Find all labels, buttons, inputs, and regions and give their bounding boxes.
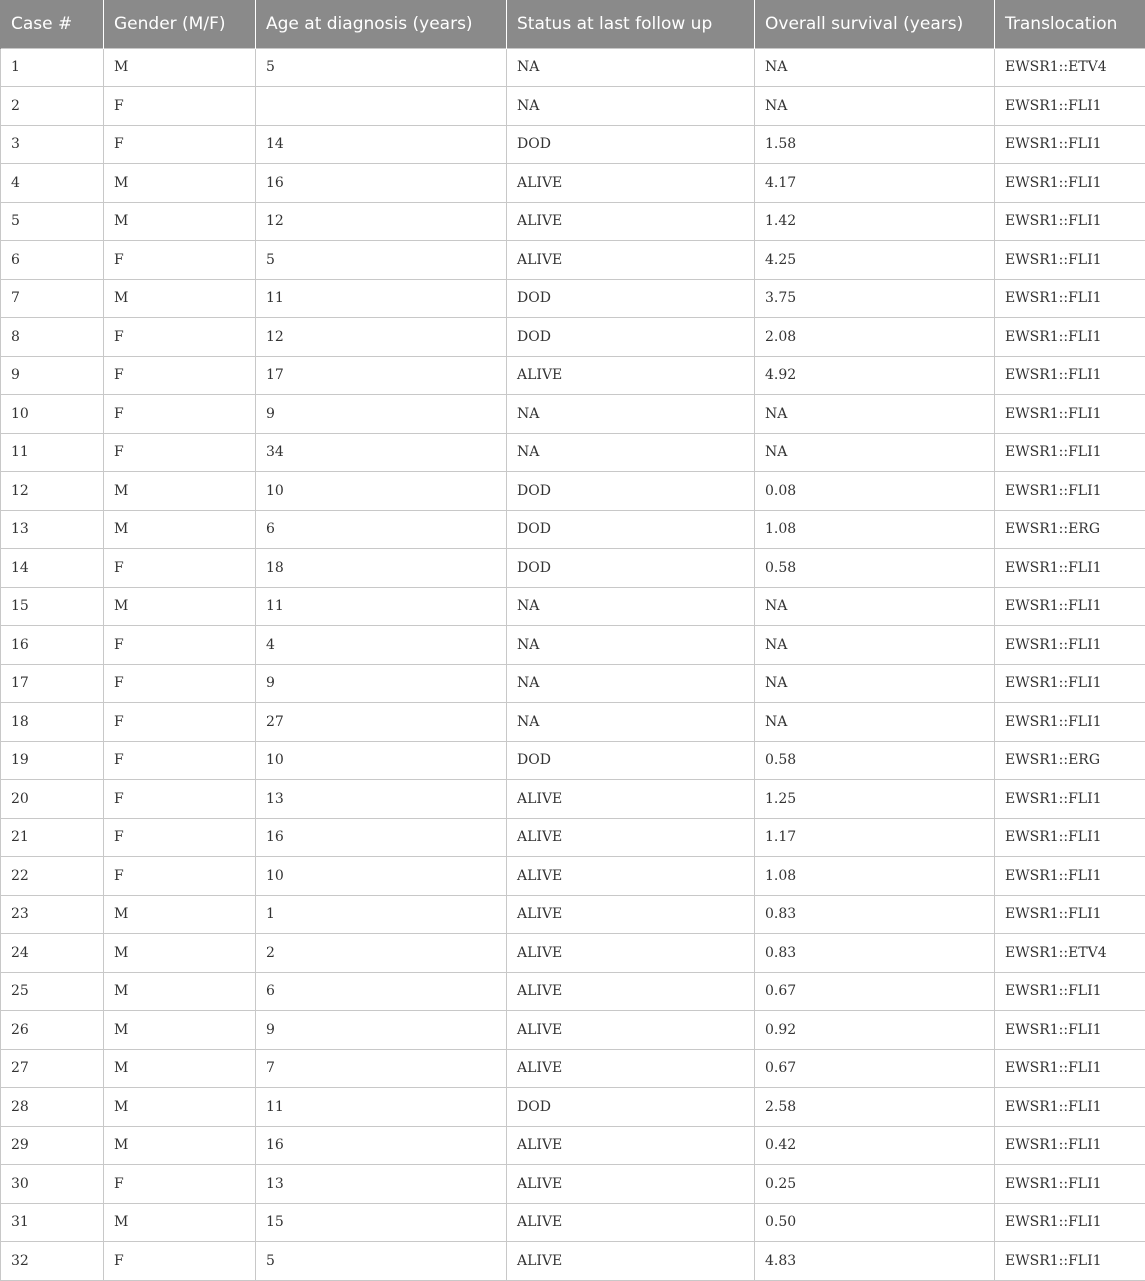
cell-case-number: 27: [1, 1049, 104, 1088]
cell-survival: 3.75: [755, 279, 995, 318]
cell-survival: 0.67: [755, 1049, 995, 1088]
cell-case-number: 11: [1, 433, 104, 472]
table-row: [1, 1049, 1145, 1088]
cell-translocation: EWSR1::ERG: [995, 510, 1145, 549]
cell-status: NA: [507, 48, 755, 87]
cell-case-number: 1: [1, 48, 104, 87]
cell-age: 15: [256, 1203, 507, 1242]
cell-case-number: 10: [1, 395, 104, 434]
cell-translocation: EWSR1::FLI1: [995, 818, 1145, 857]
cell-status: DOD: [507, 510, 755, 549]
cell-survival: 0.50: [755, 1203, 995, 1242]
table-row: [1, 318, 1145, 357]
cell-translocation: EWSR1::FLI1: [995, 356, 1145, 395]
cell-gender: M: [104, 279, 256, 318]
cell-gender: M: [104, 1203, 256, 1242]
cell-gender: M: [104, 202, 256, 241]
cell-age: 5: [256, 48, 507, 87]
cell-case-number: 22: [1, 857, 104, 896]
cell-case-number: 18: [1, 703, 104, 742]
cell-age: 18: [256, 549, 507, 588]
cell-age: 27: [256, 703, 507, 742]
cell-case-number: 26: [1, 1011, 104, 1050]
cell-translocation: EWSR1::FLI1: [995, 780, 1145, 819]
cell-translocation: EWSR1::FLI1: [995, 87, 1145, 126]
table-row: [1, 356, 1145, 395]
cell-gender: M: [104, 510, 256, 549]
cell-gender: F: [104, 1165, 256, 1204]
cell-gender: F: [104, 433, 256, 472]
cell-age: 11: [256, 279, 507, 318]
cell-gender: F: [104, 741, 256, 780]
cell-status: DOD: [507, 279, 755, 318]
cell-age: 12: [256, 202, 507, 241]
header-status-last-follow-up: Status at last follow up: [507, 0, 755, 48]
table-row: [1, 818, 1145, 857]
cell-age: 10: [256, 741, 507, 780]
cell-status: ALIVE: [507, 202, 755, 241]
table-row: [1, 125, 1145, 164]
cell-gender: F: [104, 318, 256, 357]
cell-status: DOD: [507, 549, 755, 588]
cell-translocation: EWSR1::ETV4: [995, 48, 1145, 87]
table-row: [1, 1088, 1145, 1127]
table-row: [1, 549, 1145, 588]
cell-age: 9: [256, 664, 507, 703]
cell-case-number: 8: [1, 318, 104, 357]
cell-survival: 1.25: [755, 780, 995, 819]
cell-translocation: EWSR1::FLI1: [995, 164, 1145, 203]
cell-gender: F: [104, 395, 256, 434]
cell-status: DOD: [507, 741, 755, 780]
cell-status: ALIVE: [507, 895, 755, 934]
cell-age: 11: [256, 587, 507, 626]
cell-case-number: 14: [1, 549, 104, 588]
cell-translocation: EWSR1::ERG: [995, 741, 1145, 780]
cell-status: DOD: [507, 318, 755, 357]
cell-status: ALIVE: [507, 1049, 755, 1088]
cell-age: 11: [256, 1088, 507, 1127]
cell-age: 17: [256, 356, 507, 395]
cell-translocation: EWSR1::FLI1: [995, 1242, 1145, 1281]
table-row: [1, 1126, 1145, 1165]
table-row: [1, 395, 1145, 434]
cell-case-number: 2: [1, 87, 104, 126]
cell-age: 12: [256, 318, 507, 357]
table-row: [1, 587, 1145, 626]
cell-translocation: EWSR1::FLI1: [995, 857, 1145, 896]
cell-survival: NA: [755, 587, 995, 626]
cell-age: 14: [256, 125, 507, 164]
cell-status: DOD: [507, 125, 755, 164]
cell-age: 6: [256, 972, 507, 1011]
cell-gender: F: [104, 1242, 256, 1281]
table-row: [1, 703, 1145, 742]
cell-status: NA: [507, 587, 755, 626]
cell-survival: NA: [755, 433, 995, 472]
cell-translocation: EWSR1::FLI1: [995, 1011, 1145, 1050]
cell-gender: F: [104, 780, 256, 819]
cell-status: ALIVE: [507, 1242, 755, 1281]
cell-translocation: EWSR1::FLI1: [995, 972, 1145, 1011]
cell-survival: 2.08: [755, 318, 995, 357]
cell-gender: F: [104, 626, 256, 665]
cell-gender: M: [104, 895, 256, 934]
cell-survival: NA: [755, 395, 995, 434]
cell-case-number: 31: [1, 1203, 104, 1242]
header-translocation: Translocation: [995, 0, 1145, 48]
table-row: [1, 202, 1145, 241]
table-row: [1, 1242, 1145, 1281]
cell-gender: M: [104, 1088, 256, 1127]
table-row: [1, 1011, 1145, 1050]
table-body: [1, 48, 1145, 1280]
cell-status: ALIVE: [507, 857, 755, 896]
cell-case-number: 28: [1, 1088, 104, 1127]
cell-translocation: EWSR1::FLI1: [995, 549, 1145, 588]
cell-gender: M: [104, 587, 256, 626]
cell-translocation: EWSR1::FLI1: [995, 1203, 1145, 1242]
cell-case-number: 32: [1, 1242, 104, 1281]
cell-case-number: 17: [1, 664, 104, 703]
cell-age: 16: [256, 1126, 507, 1165]
cell-gender: F: [104, 87, 256, 126]
cell-survival: 1.17: [755, 818, 995, 857]
table-row: [1, 972, 1145, 1011]
table-row: [1, 934, 1145, 973]
cell-survival: 0.92: [755, 1011, 995, 1050]
cell-age: 6: [256, 510, 507, 549]
cell-translocation: EWSR1::FLI1: [995, 202, 1145, 241]
cell-age: 2: [256, 934, 507, 973]
cell-case-number: 16: [1, 626, 104, 665]
cell-status: NA: [507, 87, 755, 126]
cell-gender: M: [104, 48, 256, 87]
cell-case-number: 19: [1, 741, 104, 780]
cell-translocation: EWSR1::FLI1: [995, 1049, 1145, 1088]
cell-gender: M: [104, 1049, 256, 1088]
cell-case-number: 13: [1, 510, 104, 549]
cell-translocation: EWSR1::FLI1: [995, 395, 1145, 434]
cell-case-number: 20: [1, 780, 104, 819]
cell-case-number: 25: [1, 972, 104, 1011]
cell-survival: 0.25: [755, 1165, 995, 1204]
cell-case-number: 9: [1, 356, 104, 395]
table-row: [1, 857, 1145, 896]
table-row: [1, 741, 1145, 780]
table-row: [1, 433, 1145, 472]
cell-case-number: 29: [1, 1126, 104, 1165]
cell-status: ALIVE: [507, 780, 755, 819]
cell-survival: 4.25: [755, 241, 995, 280]
cell-gender: M: [104, 972, 256, 1011]
cell-translocation: EWSR1::FLI1: [995, 318, 1145, 357]
header-row: [1, 0, 1145, 48]
table-row: [1, 510, 1145, 549]
cell-survival: 4.92: [755, 356, 995, 395]
table-row: [1, 241, 1145, 280]
cell-status: NA: [507, 395, 755, 434]
cell-translocation: EWSR1::FLI1: [995, 279, 1145, 318]
cell-survival: 4.83: [755, 1242, 995, 1281]
cell-survival: 0.83: [755, 934, 995, 973]
cell-age: 5: [256, 1242, 507, 1281]
cell-translocation: EWSR1::FLI1: [995, 626, 1145, 665]
table-row: [1, 1165, 1145, 1204]
cell-gender: M: [104, 1011, 256, 1050]
cell-survival: 0.08: [755, 472, 995, 511]
cell-survival: NA: [755, 48, 995, 87]
cell-status: NA: [507, 703, 755, 742]
cell-case-number: 24: [1, 934, 104, 973]
cell-age: [256, 87, 507, 126]
cell-gender: M: [104, 1126, 256, 1165]
table-row: [1, 895, 1145, 934]
cell-age: 16: [256, 818, 507, 857]
cell-survival: 1.08: [755, 510, 995, 549]
cell-translocation: EWSR1::FLI1: [995, 125, 1145, 164]
cell-status: ALIVE: [507, 241, 755, 280]
cell-age: 34: [256, 433, 507, 472]
cell-status: NA: [507, 664, 755, 703]
cell-gender: M: [104, 164, 256, 203]
cell-age: 13: [256, 1165, 507, 1204]
cell-survival: 1.58: [755, 125, 995, 164]
header-gender: Gender (M/F): [104, 0, 256, 48]
cell-survival: 0.83: [755, 895, 995, 934]
cell-gender: F: [104, 241, 256, 280]
cell-case-number: 5: [1, 202, 104, 241]
cell-gender: F: [104, 356, 256, 395]
cell-gender: M: [104, 934, 256, 973]
table-row: [1, 1203, 1145, 1242]
table-row: [1, 626, 1145, 665]
cell-case-number: 12: [1, 472, 104, 511]
cell-survival: 1.08: [755, 857, 995, 896]
cell-case-number: 4: [1, 164, 104, 203]
header-overall-survival: Overall survival (years): [755, 0, 995, 48]
cell-case-number: 30: [1, 1165, 104, 1204]
cell-translocation: EWSR1::FLI1: [995, 433, 1145, 472]
cell-age: 10: [256, 472, 507, 511]
cell-gender: F: [104, 125, 256, 164]
cell-status: ALIVE: [507, 1126, 755, 1165]
table-header: [1, 0, 1145, 48]
cell-translocation: EWSR1::FLI1: [995, 472, 1145, 511]
cell-translocation: EWSR1::FLI1: [995, 1126, 1145, 1165]
table-row: [1, 279, 1145, 318]
cell-translocation: EWSR1::FLI1: [995, 587, 1145, 626]
cell-survival: 4.17: [755, 164, 995, 203]
cell-survival: 2.58: [755, 1088, 995, 1127]
cell-gender: F: [104, 818, 256, 857]
cell-status: ALIVE: [507, 972, 755, 1011]
cell-translocation: EWSR1::ETV4: [995, 934, 1145, 973]
cell-gender: F: [104, 703, 256, 742]
cell-status: DOD: [507, 1088, 755, 1127]
cell-age: 10: [256, 857, 507, 896]
cell-translocation: EWSR1::FLI1: [995, 895, 1145, 934]
cell-survival: NA: [755, 87, 995, 126]
table-row: [1, 472, 1145, 511]
table-row: [1, 164, 1145, 203]
cell-case-number: 3: [1, 125, 104, 164]
table-row: [1, 780, 1145, 819]
cell-case-number: 23: [1, 895, 104, 934]
cell-age: 16: [256, 164, 507, 203]
cell-age: 5: [256, 241, 507, 280]
cell-age: 4: [256, 626, 507, 665]
cell-gender: F: [104, 664, 256, 703]
cell-survival: NA: [755, 664, 995, 703]
cell-status: ALIVE: [507, 1203, 755, 1242]
cell-gender: F: [104, 857, 256, 896]
cell-translocation: EWSR1::FLI1: [995, 664, 1145, 703]
cell-age: 9: [256, 1011, 507, 1050]
cell-status: NA: [507, 626, 755, 665]
cell-gender: M: [104, 472, 256, 511]
cell-translocation: EWSR1::FLI1: [995, 1088, 1145, 1127]
cell-status: ALIVE: [507, 818, 755, 857]
cell-survival: 0.67: [755, 972, 995, 1011]
cell-survival: NA: [755, 626, 995, 665]
cell-age: 9: [256, 395, 507, 434]
cell-translocation: EWSR1::FLI1: [995, 1165, 1145, 1204]
table-row: [1, 664, 1145, 703]
cell-age: 7: [256, 1049, 507, 1088]
cell-case-number: 21: [1, 818, 104, 857]
header-age-at-diagnosis: Age at diagnosis (years): [256, 0, 507, 48]
cell-translocation: EWSR1::FLI1: [995, 703, 1145, 742]
cell-survival: 0.58: [755, 741, 995, 780]
cell-age: 1: [256, 895, 507, 934]
cell-survival: NA: [755, 703, 995, 742]
cell-survival: 1.42: [755, 202, 995, 241]
table-row: [1, 87, 1145, 126]
header-case-number: Case #: [1, 0, 104, 48]
cell-survival: 0.58: [755, 549, 995, 588]
cell-case-number: 6: [1, 241, 104, 280]
cell-status: ALIVE: [507, 356, 755, 395]
cell-status: ALIVE: [507, 1011, 755, 1050]
cell-status: DOD: [507, 472, 755, 511]
cell-age: 13: [256, 780, 507, 819]
cell-case-number: 7: [1, 279, 104, 318]
cell-case-number: 15: [1, 587, 104, 626]
cell-survival: 0.42: [755, 1126, 995, 1165]
cell-translocation: EWSR1::FLI1: [995, 241, 1145, 280]
cell-status: ALIVE: [507, 934, 755, 973]
cell-status: ALIVE: [507, 1165, 755, 1204]
cell-gender: F: [104, 549, 256, 588]
cell-status: ALIVE: [507, 164, 755, 203]
table-row: [1, 48, 1145, 87]
cell-status: NA: [507, 433, 755, 472]
